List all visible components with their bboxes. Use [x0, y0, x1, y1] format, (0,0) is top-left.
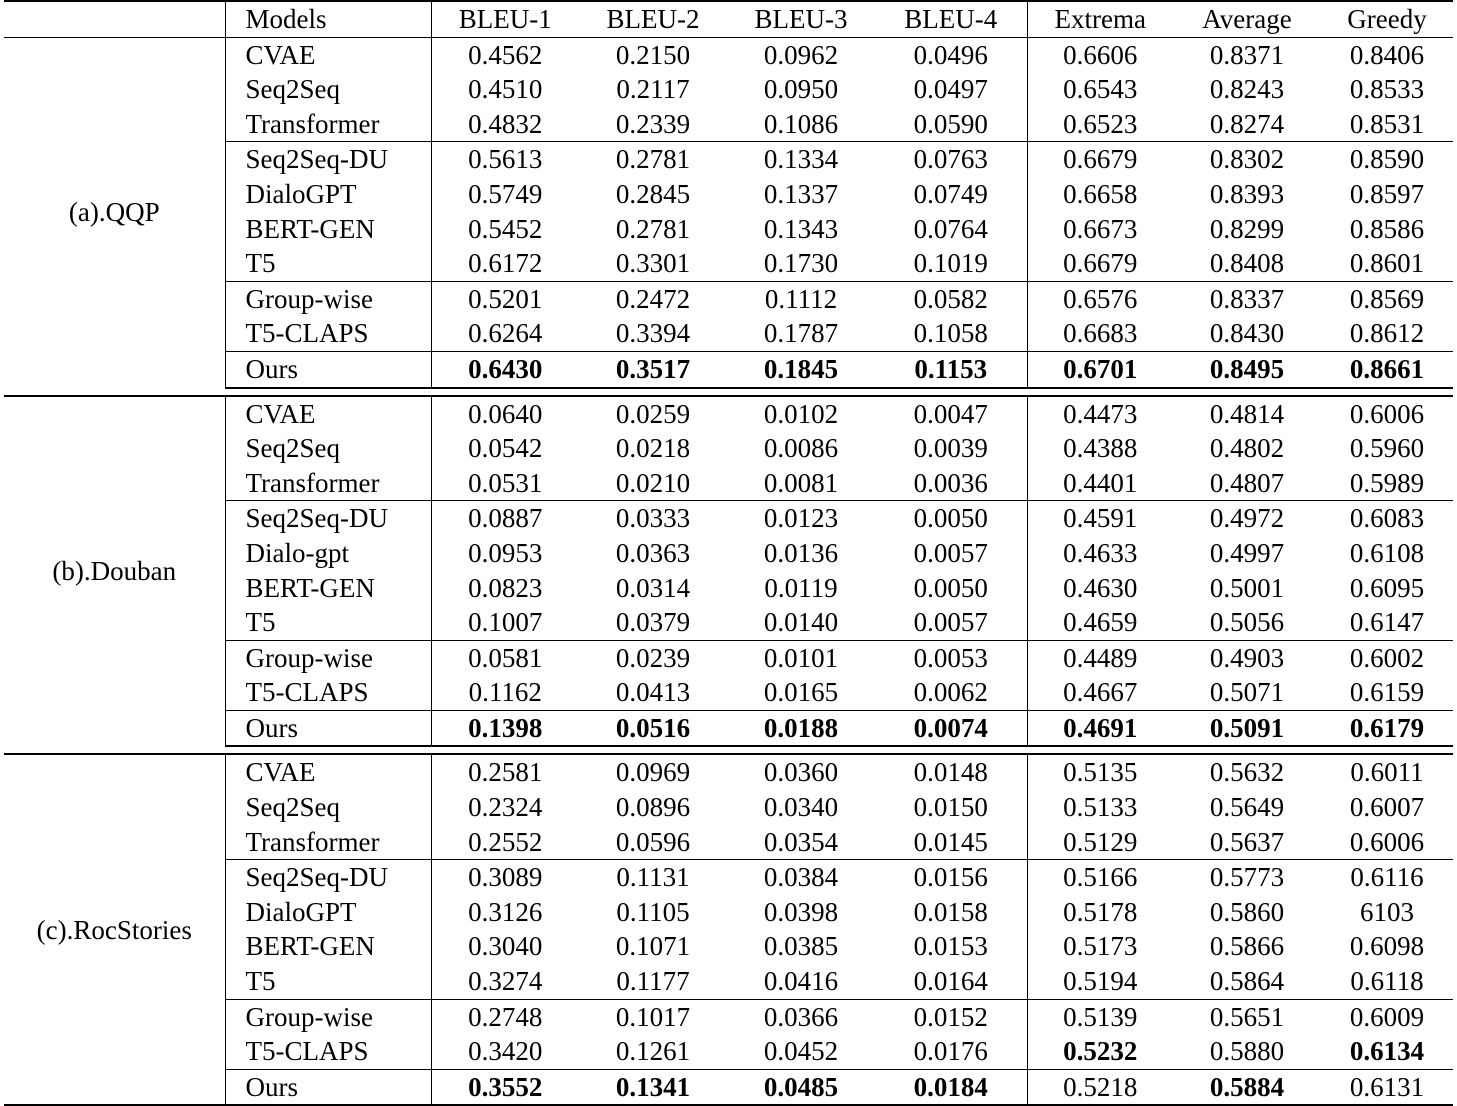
cell-bleu2: 0.0210 — [615, 467, 691, 498]
header-row — [4, 1, 1453, 37]
cell-extrema: 0.4388 — [1063, 433, 1138, 464]
cell-greedy: 0.8601 — [1349, 248, 1425, 279]
cell-bleu4: 0.0047 — [875, 396, 1027, 432]
model-name: Group-wise — [225, 640, 431, 675]
cell-bleu3: 0.0102 — [763, 398, 839, 429]
cell-bleu4: 0.0582 — [875, 281, 1027, 316]
model-name: T5 — [225, 964, 431, 999]
cell-extrema: 0.4659 — [1063, 607, 1138, 638]
cell-greedy: 0.6118 — [1350, 966, 1424, 997]
header-bleu2: BLEU-2 — [579, 1, 727, 37]
section-separator — [4, 746, 1453, 754]
cell-extrema: 0.4691 — [1027, 710, 1173, 746]
cell-bleu2: 0.0516 — [579, 710, 727, 746]
cell-bleu3: 0.1343 — [763, 213, 839, 244]
model-name: Seq2Seq-DU — [225, 860, 431, 895]
cell-bleu2: 0.0413 — [615, 677, 691, 708]
cell-greedy: 0.6095 — [1349, 572, 1425, 603]
separator-cell — [579, 388, 727, 396]
cell-bleu1: 0.3420 — [468, 1036, 543, 1067]
cell-bleu3: 0.0385 — [763, 931, 839, 962]
cell-bleu4: 0.1058 — [875, 316, 1027, 351]
model-name: Ours — [225, 710, 431, 746]
cell-extrema: 0.4401 — [1063, 467, 1138, 498]
cell-bleu2: 0.2150 — [615, 39, 691, 70]
cell-bleu1: 0.2748 — [431, 999, 579, 1034]
separator-cell — [1321, 746, 1453, 754]
cell-bleu4: 0.0050 — [875, 571, 1027, 606]
cell-greedy: 0.6159 — [1349, 677, 1425, 708]
table-row — [4, 754, 1453, 790]
cell-bleu4: 0.0062 — [875, 675, 1027, 710]
cell-average: 0.5001 — [1209, 572, 1285, 603]
cell-bleu2: 0.2781 — [579, 142, 727, 177]
separator-cell — [1173, 746, 1321, 754]
cell-bleu2: 0.0596 — [615, 826, 691, 857]
cell-bleu4: 0.0145 — [875, 825, 1027, 860]
cell-bleu4: 0.0150 — [875, 790, 1027, 825]
model-name: Seq2Seq — [225, 431, 431, 466]
cell-greedy: 0.8612 — [1349, 318, 1425, 349]
cell-bleu1: 0.3126 — [468, 896, 543, 927]
cell-extrema: 0.5139 — [1027, 999, 1173, 1034]
cell-bleu4: 0.0074 — [875, 710, 1027, 746]
cell-bleu3: 0.1730 — [763, 248, 839, 279]
cell-bleu1: 0.2324 — [468, 792, 543, 823]
cell-bleu2: 0.0363 — [615, 537, 691, 568]
cell-extrema: 0.4591 — [1027, 501, 1173, 536]
cell-bleu4: 0.0152 — [875, 999, 1027, 1034]
cell-average: 0.4807 — [1209, 467, 1285, 498]
cell-greedy: 0.5960 — [1349, 433, 1425, 464]
cell-bleu1: 0.3552 — [431, 1069, 579, 1105]
cell-extrema: 0.4489 — [1027, 640, 1173, 675]
cell-extrema: 0.5178 — [1063, 896, 1138, 927]
cell-greedy: 0.6134 — [1349, 1036, 1425, 1067]
cell-greedy: 0.8569 — [1321, 281, 1453, 316]
table-row — [4, 37, 1453, 72]
cell-greedy: 0.8661 — [1321, 351, 1453, 387]
cell-average: 0.5884 — [1173, 1069, 1321, 1105]
cell-average: 0.8393 — [1209, 178, 1285, 209]
cell-bleu3: 0.0340 — [763, 792, 839, 823]
separator-cell — [4, 746, 225, 754]
cell-bleu4: 0.0749 — [875, 177, 1027, 212]
results-table — [4, 0, 1453, 1106]
cell-bleu3: 0.0165 — [763, 677, 839, 708]
results-table-container — [4, 0, 1453, 1106]
cell-bleu2: 0.1131 — [579, 860, 727, 895]
cell-bleu4: 0.1153 — [875, 351, 1027, 387]
separator-cell — [727, 746, 875, 754]
cell-bleu2: 0.0379 — [615, 607, 691, 638]
cell-greedy: 0.6006 — [1349, 826, 1425, 857]
cell-average: 0.8299 — [1209, 213, 1285, 244]
cell-bleu4: 0.0036 — [875, 466, 1027, 501]
cell-bleu4: 0.0057 — [875, 605, 1027, 640]
cell-bleu3: 0.0123 — [727, 501, 875, 536]
cell-bleu2: 0.1105 — [616, 896, 690, 927]
cell-bleu2: 0.2117 — [616, 74, 690, 105]
cell-greedy: 0.6098 — [1349, 931, 1425, 962]
cell-greedy: 0.6147 — [1349, 607, 1425, 638]
cell-extrema: 0.6679 — [1027, 142, 1173, 177]
table-row — [4, 396, 1453, 432]
cell-average: 0.5651 — [1173, 999, 1321, 1034]
cell-bleu3: 0.1787 — [763, 318, 839, 349]
cell-bleu4: 0.0158 — [875, 895, 1027, 930]
model-name: T5 — [225, 246, 431, 281]
cell-bleu3: 0.0452 — [763, 1036, 839, 1067]
cell-bleu1: 0.6172 — [468, 248, 543, 279]
cell-bleu3: 0.0188 — [727, 710, 875, 746]
cell-greedy: 0.6179 — [1321, 710, 1453, 746]
cell-average: 0.8274 — [1209, 108, 1285, 139]
cell-bleu4: 0.0053 — [875, 640, 1027, 675]
cell-bleu1: 0.0953 — [468, 537, 543, 568]
cell-bleu3: 0.1086 — [763, 108, 839, 139]
cell-bleu1: 0.6430 — [431, 351, 579, 387]
cell-greedy: 0.6131 — [1321, 1069, 1453, 1105]
cell-greedy: 0.6002 — [1321, 640, 1453, 675]
cell-average: 0.8337 — [1173, 281, 1321, 316]
separator-cell — [431, 388, 579, 396]
cell-bleu4: 0.0763 — [875, 142, 1027, 177]
cell-bleu2: 0.1177 — [616, 966, 690, 997]
cell-bleu4: 0.0590 — [875, 107, 1027, 142]
cell-bleu3: 0.0086 — [763, 433, 839, 464]
separator-cell — [875, 746, 1027, 754]
cell-average: 0.8371 — [1209, 39, 1285, 70]
separator-cell — [1027, 388, 1173, 396]
cell-bleu3: 0.1845 — [727, 351, 875, 387]
cell-bleu2: 0.1071 — [615, 931, 691, 962]
cell-bleu3: 0.0950 — [763, 74, 839, 105]
model-name: Dialo-gpt — [225, 536, 431, 571]
cell-bleu4: 0.0050 — [875, 501, 1027, 536]
cell-average: 0.8408 — [1209, 248, 1285, 279]
cell-greedy: 0.6009 — [1321, 999, 1453, 1034]
cell-bleu1: 0.1398 — [431, 710, 579, 746]
header-bleu1: BLEU-1 — [431, 1, 579, 37]
model-name: CVAE — [225, 396, 431, 432]
separator-cell — [225, 746, 431, 754]
cell-bleu2: 0.1017 — [579, 999, 727, 1034]
cell-bleu1: 0.4832 — [468, 108, 543, 139]
cell-greedy: 0.5989 — [1349, 467, 1425, 498]
cell-bleu3: 0.1334 — [727, 142, 875, 177]
model-name: CVAE — [225, 37, 431, 72]
cell-greedy: 0.8586 — [1349, 213, 1425, 244]
cell-bleu4: 0.0176 — [875, 1034, 1027, 1069]
cell-greedy: 0.6006 — [1349, 398, 1425, 429]
cell-average: 0.5056 — [1209, 607, 1285, 638]
model-name: Transformer — [225, 825, 431, 860]
model-name: BERT-GEN — [225, 929, 431, 964]
cell-extrema: 0.5173 — [1063, 931, 1138, 962]
cell-extrema: 0.5232 — [1063, 1036, 1138, 1067]
model-name: Group-wise — [225, 999, 431, 1034]
cell-extrema: 0.6683 — [1063, 318, 1138, 349]
cell-bleu1: 0.0640 — [468, 398, 543, 429]
cell-bleu2: 0.0239 — [579, 640, 727, 675]
header-bleu4: BLEU-4 — [875, 1, 1027, 37]
cell-bleu2: 0.2472 — [579, 281, 727, 316]
cell-bleu1: 0.0581 — [431, 640, 579, 675]
cell-bleu1: 0.1162 — [468, 677, 542, 708]
separator-cell — [225, 388, 431, 396]
cell-average: 0.5880 — [1209, 1036, 1285, 1067]
cell-extrema: 0.4633 — [1063, 537, 1138, 568]
cell-average: 0.4972 — [1173, 501, 1321, 536]
model-name: BERT-GEN — [225, 212, 431, 247]
model-name: Ours — [225, 1069, 431, 1105]
cell-bleu2: 0.0896 — [615, 792, 691, 823]
cell-bleu2: 0.2781 — [615, 213, 691, 244]
cell-bleu4: 0.0039 — [875, 431, 1027, 466]
cell-extrema: 0.5135 — [1063, 757, 1138, 788]
cell-average: 0.5860 — [1209, 896, 1285, 927]
cell-bleu4: 0.0496 — [875, 37, 1027, 72]
model-name: T5 — [225, 605, 431, 640]
cell-extrema: 0.6576 — [1027, 281, 1173, 316]
cell-extrema: 0.5129 — [1063, 826, 1138, 857]
model-name: CVAE — [225, 754, 431, 790]
header-models: Models — [225, 1, 431, 37]
model-name: DialoGPT — [225, 177, 431, 212]
model-name: T5-CLAPS — [225, 675, 431, 710]
model-name: Group-wise — [225, 281, 431, 316]
cell-average: 0.5632 — [1209, 757, 1285, 788]
cell-average: 0.8302 — [1173, 142, 1321, 177]
cell-bleu3: 0.0354 — [763, 826, 839, 857]
cell-bleu2: 0.0314 — [615, 572, 691, 603]
cell-extrema: 0.6606 — [1063, 39, 1138, 70]
header-average: Average — [1173, 1, 1321, 37]
cell-bleu3: 0.1337 — [763, 178, 839, 209]
cell-bleu1: 0.4510 — [468, 74, 543, 105]
cell-bleu1: 0.5749 — [468, 178, 543, 209]
cell-bleu3: 0.0384 — [727, 860, 875, 895]
cell-bleu2: 0.3301 — [615, 248, 691, 279]
cell-bleu1: 0.0531 — [468, 467, 543, 498]
cell-extrema: 0.5194 — [1063, 966, 1138, 997]
cell-bleu3: 0.0485 — [727, 1069, 875, 1105]
section-separator — [4, 388, 1453, 396]
cell-bleu1: 0.0542 — [468, 433, 543, 464]
header-extrema: Extrema — [1027, 1, 1173, 37]
cell-bleu4: 0.0153 — [875, 929, 1027, 964]
cell-extrema: 0.4630 — [1063, 572, 1138, 603]
cell-bleu4: 0.0164 — [875, 964, 1027, 999]
cell-bleu2: 0.0333 — [579, 501, 727, 536]
cell-bleu3: 0.0360 — [763, 757, 839, 788]
cell-average: 0.5091 — [1173, 710, 1321, 746]
model-name: Seq2Seq-DU — [225, 142, 431, 177]
cell-extrema: 0.6679 — [1063, 248, 1138, 279]
cell-bleu2: 0.0259 — [615, 398, 691, 429]
cell-average: 0.4997 — [1209, 537, 1285, 568]
cell-greedy: 0.6108 — [1349, 537, 1425, 568]
cell-greedy: 0.6116 — [1321, 860, 1453, 895]
cell-extrema: 0.6523 — [1063, 108, 1138, 139]
cell-bleu3: 0.0962 — [763, 39, 839, 70]
model-name: Seq2Seq — [225, 72, 431, 107]
cell-bleu1: 0.5613 — [431, 142, 579, 177]
model-name: Seq2Seq — [225, 790, 431, 825]
cell-extrema: 0.6701 — [1027, 351, 1173, 387]
cell-extrema: 0.6673 — [1063, 213, 1138, 244]
cell-bleu3: 0.0398 — [763, 896, 839, 927]
model-name: T5-CLAPS — [225, 316, 431, 351]
cell-greedy: 0.8590 — [1321, 142, 1453, 177]
cell-greedy: 0.6083 — [1321, 501, 1453, 536]
cell-bleu2: 0.0218 — [615, 433, 691, 464]
cell-average: 0.4802 — [1209, 433, 1285, 464]
cell-bleu1: 0.0887 — [431, 501, 579, 536]
cell-greedy: 0.6007 — [1349, 792, 1425, 823]
cell-bleu1: 0.0823 — [468, 572, 543, 603]
model-name: BERT-GEN — [225, 571, 431, 606]
cell-bleu4: 0.0148 — [875, 754, 1027, 790]
separator-cell — [1321, 388, 1453, 396]
cell-bleu2: 0.2845 — [615, 178, 691, 209]
cell-bleu3: 0.1112 — [727, 281, 875, 316]
cell-average: 0.8430 — [1209, 318, 1285, 349]
separator-cell — [4, 388, 225, 396]
model-name: Transformer — [225, 107, 431, 142]
cell-bleu1: 0.5201 — [431, 281, 579, 316]
cell-average: 0.8243 — [1209, 74, 1285, 105]
cell-bleu2: 0.2339 — [615, 108, 691, 139]
cell-bleu1: 0.4562 — [468, 39, 543, 70]
cell-bleu1: 0.5452 — [468, 213, 543, 244]
dataset-label: (a).QQP — [4, 37, 225, 387]
cell-bleu4: 0.1019 — [875, 246, 1027, 281]
cell-bleu1: 0.6264 — [468, 318, 543, 349]
cell-average: 0.4903 — [1173, 640, 1321, 675]
cell-greedy: 0.8406 — [1349, 39, 1425, 70]
cell-bleu1: 0.3274 — [468, 966, 543, 997]
cell-bleu3: 0.0101 — [727, 640, 875, 675]
cell-bleu3: 0.0416 — [763, 966, 839, 997]
cell-greedy: 0.8597 — [1349, 178, 1425, 209]
cell-bleu1: 0.2581 — [468, 757, 543, 788]
cell-extrema: 0.6658 — [1063, 178, 1138, 209]
cell-extrema: 0.5133 — [1063, 792, 1138, 823]
header-dataset — [4, 1, 225, 37]
cell-extrema: 0.4667 — [1063, 677, 1138, 708]
cell-bleu1: 0.3089 — [431, 860, 579, 895]
cell-bleu2: 0.0969 — [615, 757, 691, 788]
cell-extrema: 0.4473 — [1063, 398, 1138, 429]
separator-cell — [579, 746, 727, 754]
separator-cell — [431, 746, 579, 754]
separator-cell — [875, 388, 1027, 396]
header-greedy: Greedy — [1321, 1, 1453, 37]
model-name: Ours — [225, 351, 431, 387]
cell-greedy: 0.8533 — [1349, 74, 1425, 105]
separator-cell — [1027, 746, 1173, 754]
cell-average: 0.5773 — [1173, 860, 1321, 895]
cell-bleu3: 0.0119 — [764, 572, 838, 603]
model-name: Seq2Seq-DU — [225, 501, 431, 536]
cell-bleu2: 0.3394 — [615, 318, 691, 349]
cell-bleu3: 0.0081 — [763, 467, 839, 498]
cell-average: 0.5071 — [1209, 677, 1285, 708]
cell-bleu1: 0.1007 — [468, 607, 543, 638]
dataset-label: (c).RocStories — [4, 754, 225, 1105]
model-name: T5-CLAPS — [225, 1034, 431, 1069]
cell-greedy: 0.8531 — [1349, 108, 1425, 139]
cell-bleu3: 0.0140 — [763, 607, 839, 638]
cell-average: 0.5864 — [1209, 966, 1285, 997]
cell-bleu4: 0.0497 — [875, 72, 1027, 107]
dataset-label: (b).Douban — [4, 396, 225, 747]
header-bleu3: BLEU-3 — [727, 1, 875, 37]
model-name: Transformer — [225, 466, 431, 501]
cell-extrema: 0.6543 — [1063, 74, 1138, 105]
cell-average: 0.5637 — [1209, 826, 1285, 857]
cell-bleu4: 0.0057 — [875, 536, 1027, 571]
cell-average: 0.8495 — [1173, 351, 1321, 387]
cell-greedy: 0.6011 — [1350, 757, 1424, 788]
model-name: DialoGPT — [225, 895, 431, 930]
cell-bleu1: 0.2552 — [468, 826, 543, 857]
separator-cell — [727, 388, 875, 396]
cell-bleu4: 0.0156 — [875, 860, 1027, 895]
cell-greedy: 6103 — [1360, 896, 1414, 927]
cell-average: 0.4814 — [1209, 398, 1285, 429]
cell-bleu3: 0.0136 — [763, 537, 839, 568]
cell-average: 0.5866 — [1209, 931, 1285, 962]
cell-bleu1: 0.3040 — [468, 931, 543, 962]
cell-bleu4: 0.0764 — [875, 212, 1027, 247]
results-table-body — [4, 37, 1453, 1105]
cell-extrema: 0.5218 — [1027, 1069, 1173, 1105]
cell-bleu2: 0.1261 — [615, 1036, 691, 1067]
cell-average: 0.5649 — [1209, 792, 1285, 823]
cell-bleu4: 0.0184 — [875, 1069, 1027, 1105]
cell-bleu3: 0.0366 — [727, 999, 875, 1034]
separator-cell — [1173, 388, 1321, 396]
cell-extrema: 0.5166 — [1027, 860, 1173, 895]
cell-bleu2: 0.1341 — [579, 1069, 727, 1105]
cell-bleu2: 0.3517 — [579, 351, 727, 387]
